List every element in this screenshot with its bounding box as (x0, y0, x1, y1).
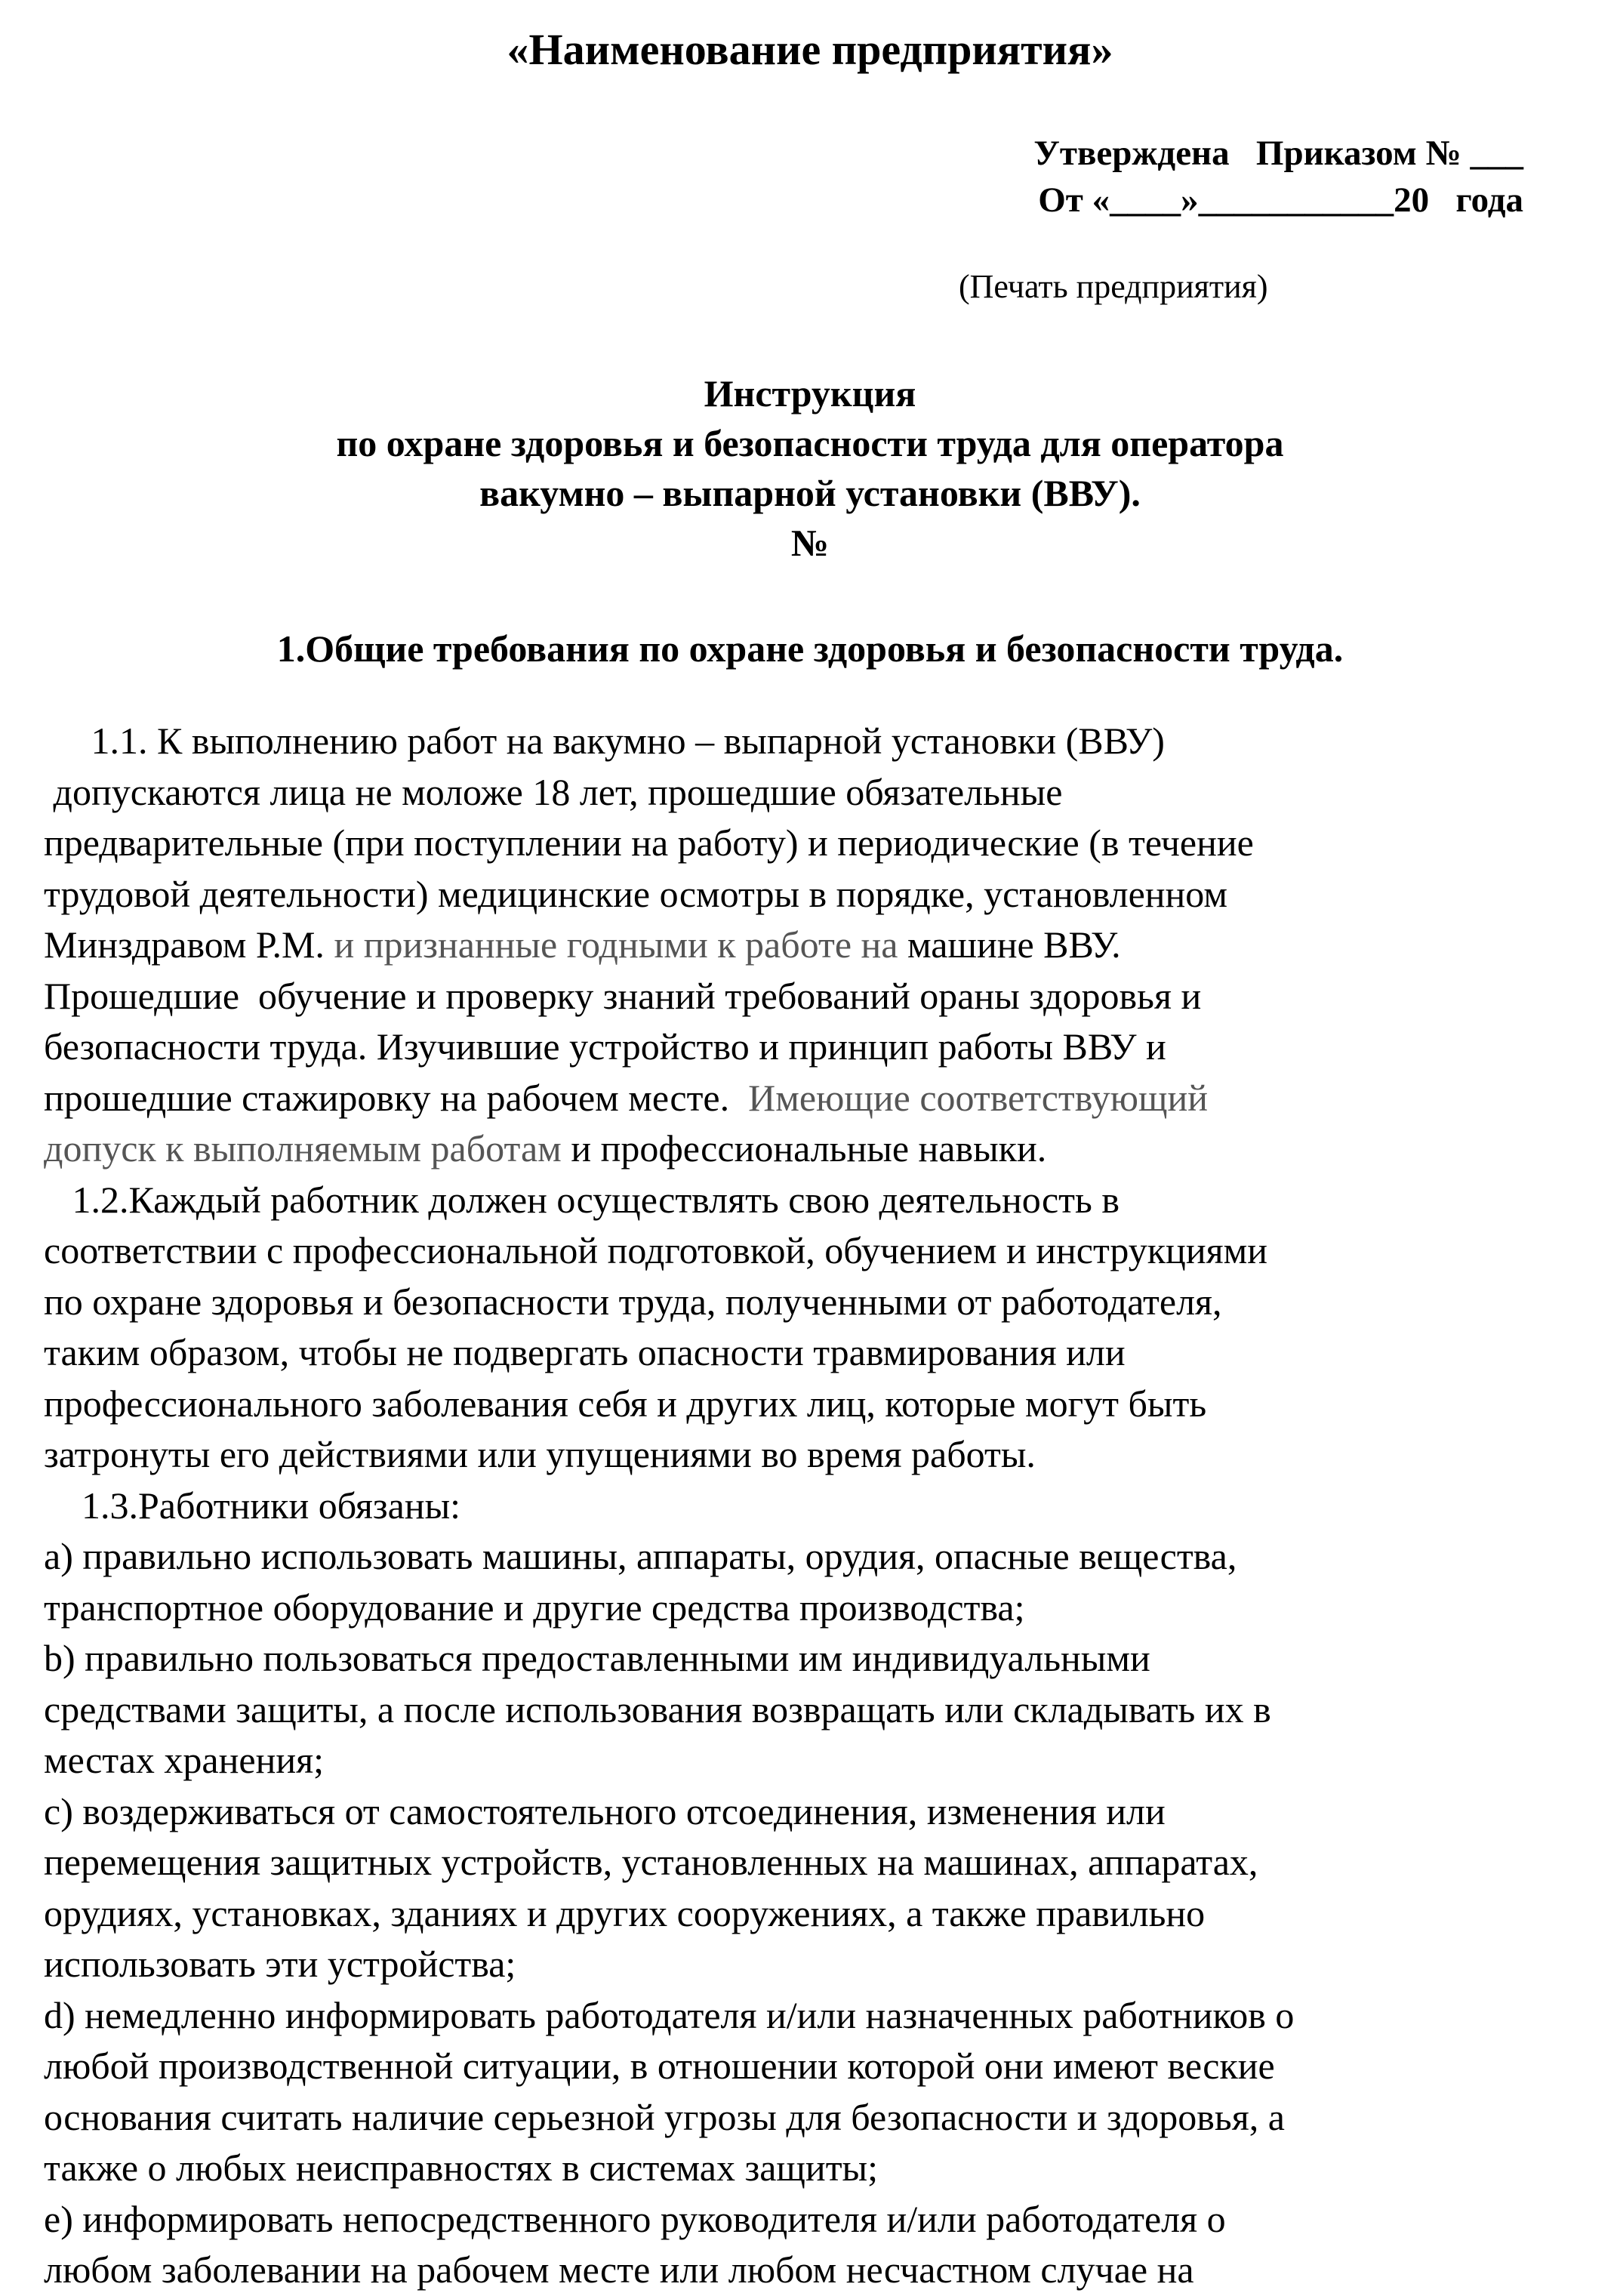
text-line (44, 920, 1591, 971)
text-segment: Минздравом Р.М. (44, 923, 334, 966)
text-segment: машине ВВУ. (907, 923, 1121, 966)
approval-date-line: От «____»___________20 года (1038, 180, 1523, 220)
list-item-c: c) воздерживаться от самостоятельного отсоединения, изменения или (44, 1789, 1166, 1832)
text-line: 1.3.Работники обязаны: (44, 1484, 461, 1527)
text-line: профессионального заболевания себя и других лиц, которые могут быть (44, 1382, 1207, 1425)
text-line: трудовой деятельности) медицинские осмотры в порядке, установленном (44, 872, 1227, 915)
title-line-3: вакумно – выпарной установки (ВВУ). (479, 472, 1141, 514)
text-line: местах хранения; (44, 1739, 324, 1781)
text-segment-gray: и признанные годными к работе на (334, 923, 907, 966)
text-line: транспортное оборудование и другие средства производства; (44, 1586, 1025, 1629)
title-line-1: Инструкция (704, 372, 916, 415)
paragraph-1-2 (44, 1175, 1591, 1481)
list-item-a: а) правильно использовать машины, аппараты, орудия, опасные вещества, (44, 1535, 1237, 1577)
list-item-d: d) немедленно информировать работодателя и/или назначенных работников о (44, 1993, 1295, 2036)
text-line: допускаются лица не моложе 18 лет, прошедшие обязательные (44, 770, 1063, 813)
paragraph-1-1 (44, 716, 1591, 1175)
text-line: использовать эти устройства; (44, 1943, 516, 1985)
text-line: любой производственной ситуации, в отношении которой они имеют веские (44, 2045, 1275, 2087)
text-line: таким образом, чтобы не подвергать опасности травмирования или (44, 1331, 1126, 1373)
text-line (44, 1073, 1591, 1124)
section-1-heading: 1.Общие требования по охране здоровья и безопасности труда. (276, 627, 1344, 670)
title-line-2: по охране здоровья и безопасности труда для оператора (336, 422, 1284, 464)
text-line: любом заболевании на рабочем месте или любом несчастном случае на (44, 2248, 1194, 2291)
text-line (44, 1123, 1591, 1175)
list-item-b: b) правильно пользоваться предоставленными им индивидуальными (44, 1637, 1150, 1679)
stamp-placeholder: (Печать предприятия) (959, 268, 1268, 305)
text-segment-gray: Имеющие соответствующий (748, 1076, 1209, 1119)
text-line: орудиях, установках, зданиях и других сооружениях, а также правильно (44, 1891, 1206, 1934)
document-body (44, 716, 1591, 2296)
list-item-e: e) информировать непосредственного руководителя и/или работодателя о (44, 2197, 1226, 2240)
title-number: № (790, 522, 830, 564)
document-title (0, 368, 1620, 568)
text-line: 1.1. К выполнению работ на вакумно – выпарной установки (ВВУ) (44, 720, 1165, 762)
text-line: также о любых неисправностях в системах защиты; (44, 2147, 879, 2189)
paragraph-1-3 (44, 1481, 1591, 2296)
approval-order-line: Утверждена Приказом № ___ (1033, 134, 1523, 173)
text-segment: и профессиональные навыки. (561, 1127, 1047, 1170)
text-line: соответствии с профессиональной подготовкой, обучением и инструкциями (44, 1229, 1267, 1271)
text-line: перемещения защитных устройств, установленных на машинах, аппаратах, (44, 1841, 1258, 1883)
text-line: безопасности труда. Изучившие устройство и принцип работы ВВУ и (44, 1025, 1166, 1068)
text-line: основания считать наличие серьезной угрозы для безопасности и здоровья, а (44, 2095, 1285, 2138)
text-line: Прошедшие обучение и проверку знаний требований ораны здоровья и (44, 974, 1202, 1017)
text-line: 1.2.Каждый работник должен осуществлять свою деятельность в (44, 1178, 1120, 1221)
text-line: затронуты его действиями или упущениями во время работы. (44, 1433, 1036, 1475)
text-line: средствами защиты, а после использования возвращать или складывать их в (44, 1687, 1271, 1730)
text-line: предварительные (при поступлении на работу) и периодические (в течение (44, 821, 1254, 864)
text-segment-gray: допуск к выполняемым работам (44, 1127, 562, 1170)
text-line: по охране здоровья и безопасности труда, полученными от работодателя, (44, 1280, 1222, 1323)
approval-block (1033, 130, 1523, 223)
company-name: «Наименование предприятия» (507, 25, 1113, 74)
text-segment: прошедшие стажировку на рабочем месте. (44, 1076, 749, 1119)
